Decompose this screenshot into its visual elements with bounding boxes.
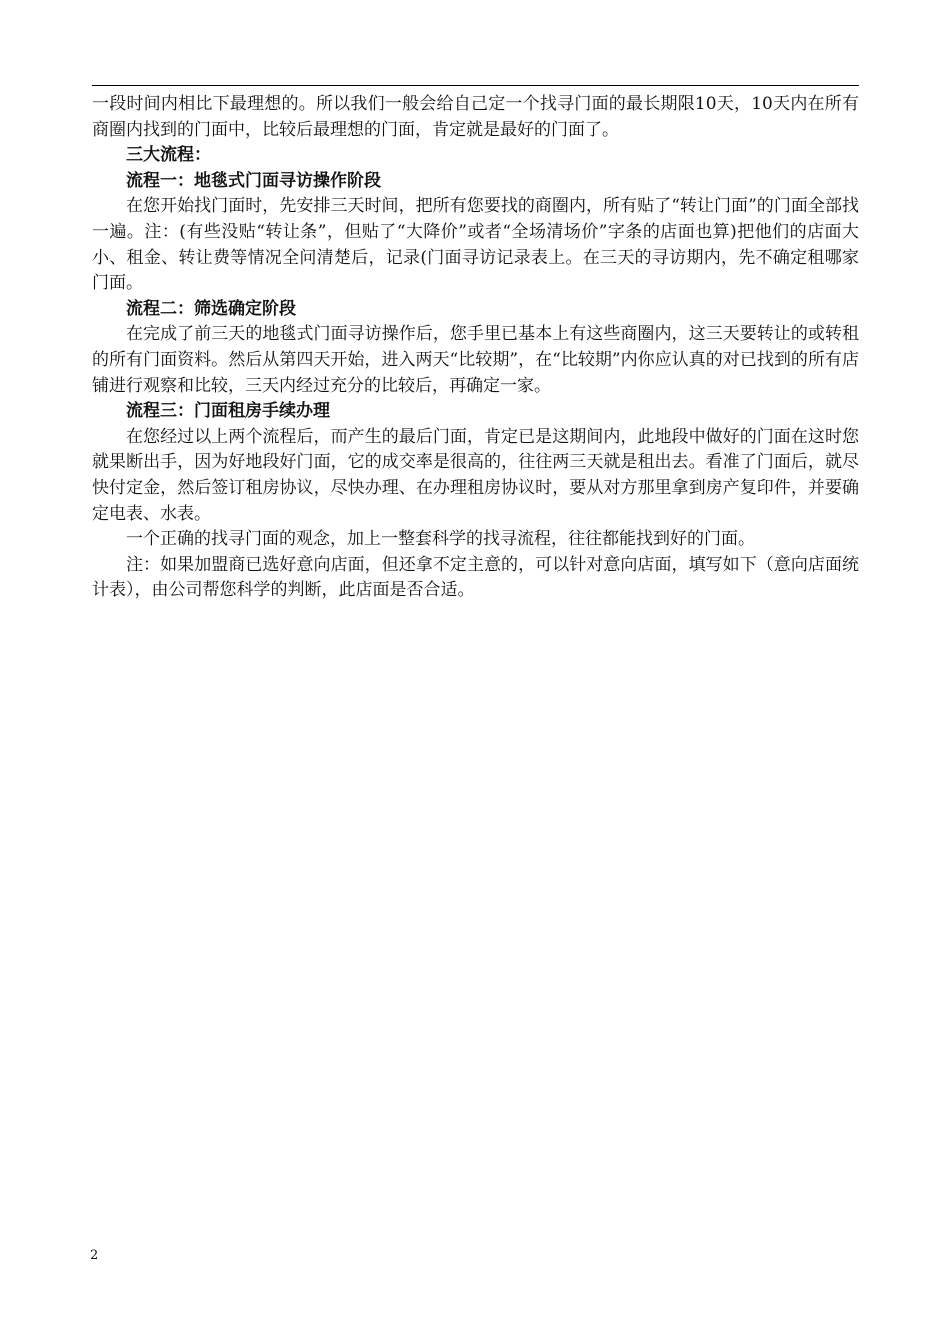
section-heading-process-one: 流程一：地毯式门面寻访操作阶段 xyxy=(126,170,381,191)
section-heading-three-processes: 三大流程： xyxy=(126,145,211,166)
header-rule xyxy=(92,85,859,86)
paragraph-continuation: 一段时间内相比下最理想的。所以我们一般会给自己定一个找寻门面的最长期限10天，10天内在所有商圈内找到的门面中，比较后最理想的门面，肯定就是最好的门面了。 xyxy=(92,94,859,140)
paragraph-conclusion: 一个正确的找寻门面的观念，加上一整套科学的找寻流程，往往都能找到好的门面。 xyxy=(126,529,755,550)
paragraph-process-one: 在您开始找门面时，先安排三天时间，把所有您要找的商圈内，所有贴了“转让门面”的门面全部找一遍。注：(有些没贴“转让条”，但贴了“大降价”或者“全场清场价”字条的店面也算)把他们的店面大小、租金、转让费等情况全问清楚后，记录(门面寻访记录表上。在三天的寻访期内，先不确定租哪家门面。 xyxy=(92,196,859,294)
paragraph-process-two: 在完成了前三天的地毯式门面寻访操作后，您手里已基本上有这些商圈内，这三天要转让的或转租的所有门面资料。然后从第四天开始，进入两天“比较期”，在“比较期”内你应认真的对已找到的所有店铺进行观察和比较，三天内经过充分的比较后，再确定一家。 xyxy=(92,324,859,396)
paragraph-note: 注：如果加盟商已选好意向店面，但还拿不定主意的，可以针对意向店面，填写如下（意向店面统计表），由公司帮您科学的判断，此店面是否合适。 xyxy=(92,554,859,601)
section-heading-process-two: 流程二：筛选确定阶段 xyxy=(126,298,296,319)
paragraph-process-three: 在您经过以上两个流程后，而产生的最后门面，肯定已是这期间内，此地段中做好的门面在这时您就果断出手，因为好地段好门面，它的成交率是很高的，往往两三天就是租出去。看准了门面后，就尽快付定金，然后签订租房协议，尽快办理、在办理租房协议时，要从对方那里拿到房产复印件，并要确定电表、水表。 xyxy=(92,426,859,524)
section-heading-process-three: 流程三：门面租房手续办理 xyxy=(126,401,330,422)
page-number: 2 xyxy=(90,1248,99,1263)
document-body xyxy=(92,92,859,604)
